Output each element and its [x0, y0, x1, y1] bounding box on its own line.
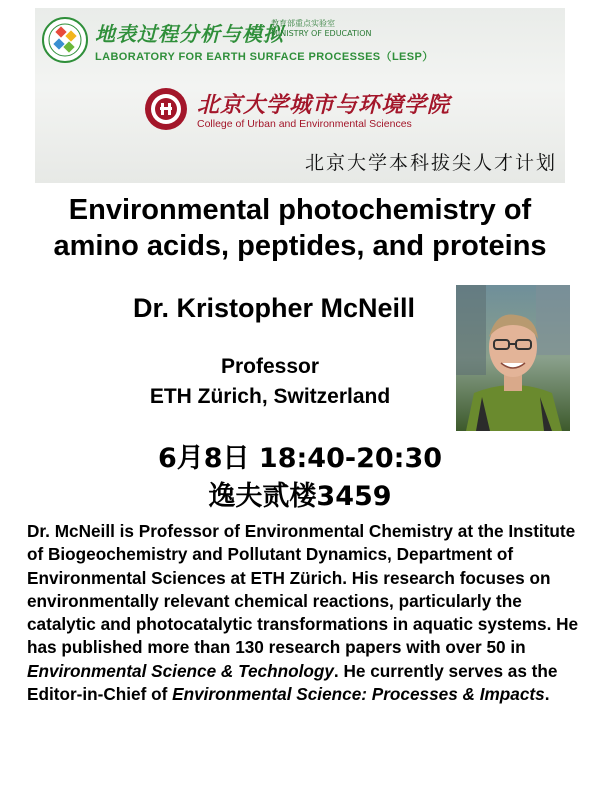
speaker-photo	[456, 285, 570, 431]
talk-title-line2: amino acids, peptides, and proteins	[53, 230, 547, 262]
lab-name-cn: 地表过程分析与模拟	[95, 22, 284, 46]
bio-text-part2: . He currently serves as the Editor-in-Chief of	[27, 660, 558, 705]
college-name-en: College of Urban and Environmental Sciences	[197, 118, 412, 130]
speaker-bio	[27, 520, 587, 706]
college-name-cn: 北京大学城市与环境学院	[197, 92, 451, 118]
college-header	[143, 86, 563, 136]
speaker-role	[150, 352, 390, 412]
lab-name-en: LABORATORY FOR EARTH SURFACE PROCESSES（LESP）	[95, 51, 434, 63]
bio-journal1: Environmental Science & Technology	[27, 660, 334, 681]
program-name: 北京大学本科拔尖人才计划	[304, 152, 557, 174]
header-banner	[35, 8, 565, 183]
talk-time: 6月8日 18:40-20:30	[157, 443, 443, 474]
speaker-affiliation: ETH Zürich, Switzerland	[149, 385, 391, 408]
talk-room: 逸夫贰楼3459	[208, 481, 392, 512]
speaker-name: Dr. Kristopher McNeill	[132, 293, 416, 323]
lab-moe-label	[271, 19, 372, 39]
bio-text-part3: .	[544, 684, 550, 705]
bio-journal2: Environmental Science: Processes & Impacts	[172, 684, 545, 705]
bio-text-part1: Dr. McNeill is Professor of Environmental Chemistry at the Institute of Biogeochemistry and Pollutant Dynamics, Department of Environmental Sciences at ETH Zürich. His research focuses on environmentally relevant chemical reactions, particularly the catalytic and photocatalytic transformations in aquatic systems. He has published more than 130 research papers with over 50 in	[27, 521, 579, 658]
lesp-logo-icon	[41, 16, 89, 64]
lab-moe-line2: MINISTRY OF EDUCATION	[271, 29, 372, 38]
talk-title-line1: Environmental photochemistry of	[68, 194, 532, 226]
speaker-portrait-icon	[456, 285, 570, 431]
lab-header	[41, 14, 561, 72]
speaker-position: Professor	[220, 355, 320, 378]
lab-moe-line1: 教育部重点实验室	[271, 19, 335, 28]
pku-seal-icon	[143, 86, 189, 132]
talk-title	[0, 192, 600, 264]
